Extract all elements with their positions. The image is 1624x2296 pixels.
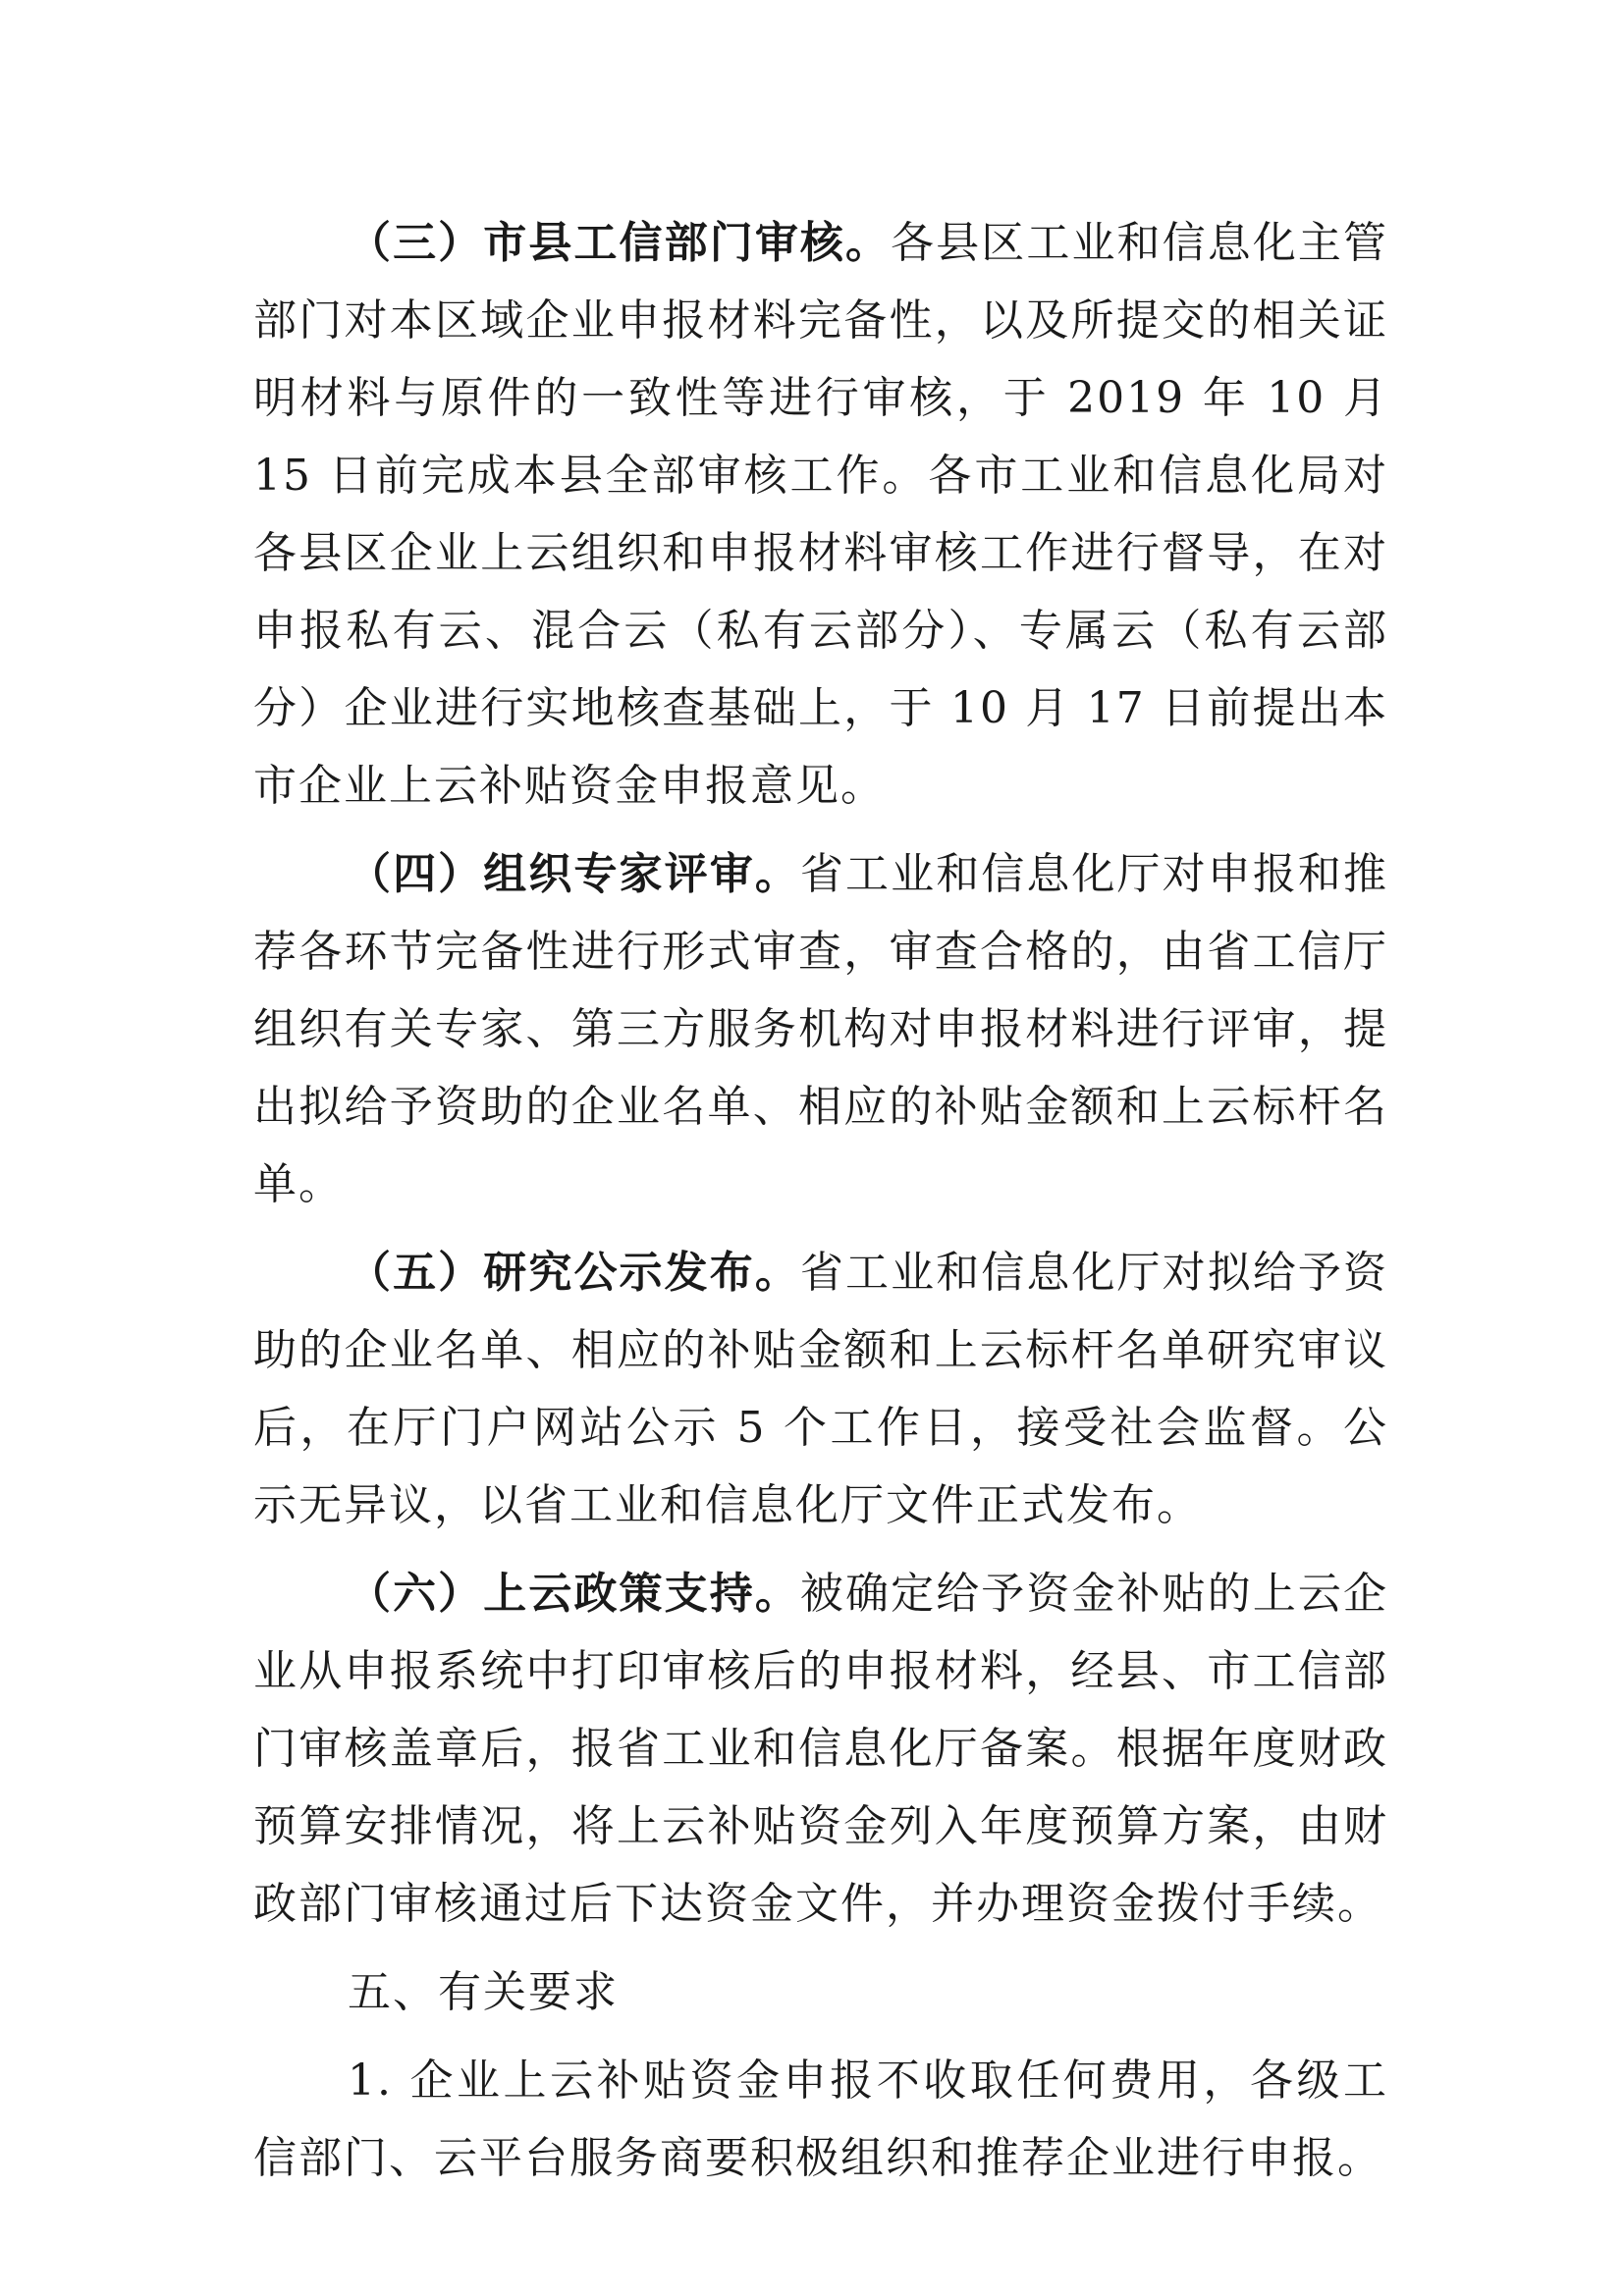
paragraph-body: 省工业和信息化厅对申报和推荐各环节完备性进行形式审查，审查合格的，由省工信厅组织有关专家、第三方服务机构对申报材料进行评审，提出拟给予资助的企业名单、相应的补贴金额和上云标杆名单。 [253, 849, 1389, 1209]
paragraph-lead: （四）组织专家评审。 [348, 849, 800, 899]
paragraph-lead: （六）上云政策支持。 [348, 1569, 800, 1619]
section-heading: 五、有关要求 [348, 1967, 619, 2017]
list-item: 1. 企业上云补贴资金申报不收取任何费用，各级工信部门、云平台服务商要积极组织和推荐企业进行申报。 [253, 2056, 1388, 2183]
paragraph-expert-review [253, 835, 1388, 1223]
paragraph-body: 各县区工业和信息化主管部门对本区域企业申报材料完备性，以及所提交的相关证明材料与原件的一致性等进行审核，于 2019 年 10 月 15 日前完成本县全部审核工作。各市工业和信息化局对各县区企业上云组织和申报材料审核工作进行督导，在对申报私有云、混合云（私有云部分）、专属云（私有云部分）企业进行实地核查基础上，于 10 月 17 日前提出本市企业上云补贴资金申报意见。 [253, 218, 1389, 811]
paragraph-city-county-review [253, 204, 1388, 825]
paragraph-policy-support [253, 1555, 1388, 1943]
document-page [253, 204, 1388, 2197]
paragraph-lead: （五）研究公示发布。 [348, 1248, 800, 1298]
paragraph-body: 被确定给予资金补贴的上云企业从申报系统中打印审核后的申报材料，经县、市工信部门审核盖章后，报省工业和信息化厅备案。根据年度财政预算安排情况，将上云补贴资金列入年度预算方案，由财政部门审核通过后下达资金文件，并办理资金拨付手续。 [253, 1569, 1389, 1929]
paragraph-publication [253, 1234, 1388, 1544]
paragraph-lead: （三）市县工信部门审核。 [348, 218, 892, 268]
paragraph-body: 省工业和信息化厅对拟给予资助的企业名单、相应的补贴金额和上云标杆名单研究审议后，在厅门户网站公示 5 个工作日，接受社会监督。公示无异议，以省工业和信息化厅文件正式发布。 [253, 1248, 1389, 1530]
